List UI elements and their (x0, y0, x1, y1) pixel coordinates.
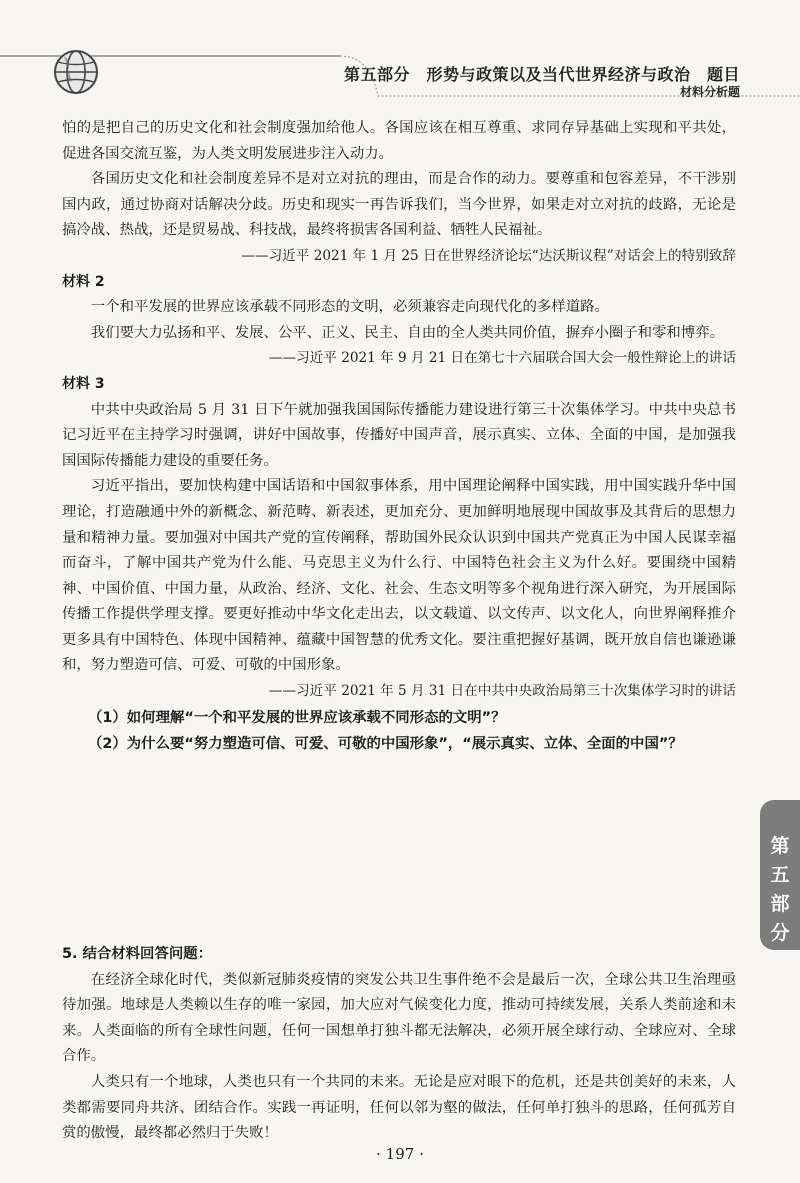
page-number: · 197 · (376, 1145, 424, 1163)
material1-paragraph: 各国历史文化和社会制度差异不是对立对抗的理由，而是合作的动力。要尊重和包容差异，不干涉别国内政，通过协商对话解决分歧。历史和现实一再告诉我们，当今世界，如果走对立对抗的歧路，无论是搞冷战、热战，还是贸易战、科技战，最终将损害各国利益、牺牲人民福祉。 (62, 171, 736, 239)
material3-label: 材料 3 (62, 375, 105, 392)
material3-paragraph: 中共中央政治局 5 月 31 日下午就加强我国国际传播能力建设进行第三十次集体学习。中共中央总书记习近平在主持学习时强调，讲好中国故事，传播好中国声音，展示真实、立体、全面的中国，是加强我国国际传播能力建设的重要任务。 (62, 401, 736, 469)
side-tab-char: 第 (770, 835, 790, 857)
side-tab-char: 五 (770, 864, 790, 886)
globe-logo-icon (52, 48, 100, 96)
question5-section (62, 942, 736, 1147)
material3-source: ——习近平 2021 年 5 月 31 日在中共中央政治局第三十次集体学习时的讲话 (268, 683, 736, 700)
question5-paragraph: 人类只有一个地球，人类也只有一个共同的未来。无论是应对眼下的危机，还是共创美好的未来，人类都需要同舟共济、团结合作。实践一再证明，任何以邻为壑的做法，任何单打独斗的思路，任何孤芳自赏的傲慢，最终都必然归于失败！ (62, 1073, 736, 1142)
side-tab-char: 部 (770, 893, 790, 915)
section-title: 第五部分 形势与政策以及当代世界经济与政治 题目 (343, 65, 740, 84)
page-header (0, 0, 800, 100)
material2-source: ——习近平 2021 年 9 月 21 日在第七十六届联合国大会一般性辩论上的讲话 (268, 350, 736, 367)
side-tab-label (760, 832, 800, 948)
material2-paragraph: 一个和平发展的世界应该承载不同形态的文明，必须兼容走向现代化的多样道路。 (90, 299, 609, 316)
material3-paragraph: 习近平指出，要加快构建中国话语和中国叙事体系，用中国理论阐释中国实践，用中国实践升华中国理论，打造融通中外的新概念、新范畴、新表述，更加充分、更加鲜明地展现中国故事及其背后的思想力量和精神力量。要加强对中国共产党的宣传阐释，帮助国外民众认识到中国共产党真正为中国人民谋幸福而奋斗，了解中国共产党为什么能、马克思主义为什么行、中国特色社会主义为什么好。要围绕中国精神、中国价值、中国力量，从政治、经济、文化、社会、生态文明等多个视角进行深入研究，为开展国际传播工作提供学理支撑。要更好推动中华文化走出去，以文载道、以文传声、以文化人，向世界阐释推介更多具有中国特色、体现中国精神、蕴藏中国智慧的优秀文化。要注重把握好基调，既开放自信也谦逊谦和，努力塑造可信、可爱、可敬的中国形象。 (62, 478, 736, 674)
material-content (62, 116, 736, 757)
material2-label: 材料 2 (62, 273, 105, 290)
question5-paragraph: 在经济全球化时代，类似新冠肺炎疫情的突发公共卫生事件绝不会是最后一次，全球公共卫生治理亟待加强。地球是人类赖以生存的唯一家园，加大应对气候变化力度，推动可持续发展，关系人类前途和未来。人类面临的所有全球性问题，任何一国想单打独斗都无法解决，必须开展全球行动、全球应对、全球合作。 (62, 971, 736, 1065)
question-1: （1）如何理解“一个和平发展的世界应该承载不同形态的文明”？ (88, 709, 506, 726)
material2-paragraph: 我们要大力弘扬和平、发展、公平、正义、民主、自由的全人类共同价值，摒弃小圈子和零和博弈。 (90, 324, 724, 341)
question-2: （2）为什么要“努力塑造可信、可爱、可敬的中国形象”，“展示真实、立体、全面的中国”？ (88, 735, 683, 752)
side-tab-char: 分 (770, 922, 790, 944)
question5-heading: 5. 结合材料回答问题： (62, 946, 213, 962)
material1-paragraph: 怕的是把自己的历史文化和社会制度强加给他人。各国应该在相互尊重、求同存异基础上实现和平共处，促进各国交流互鉴，为人类文明发展进步注入动力。 (62, 120, 736, 162)
part-side-tab (760, 800, 800, 950)
section-subtitle: 材料分析题 (679, 85, 740, 99)
material1-source: ——习近平 2021 年 1 月 25 日在世界经济论坛“达沃斯议程”对话会上的特别致辞 (241, 247, 736, 264)
